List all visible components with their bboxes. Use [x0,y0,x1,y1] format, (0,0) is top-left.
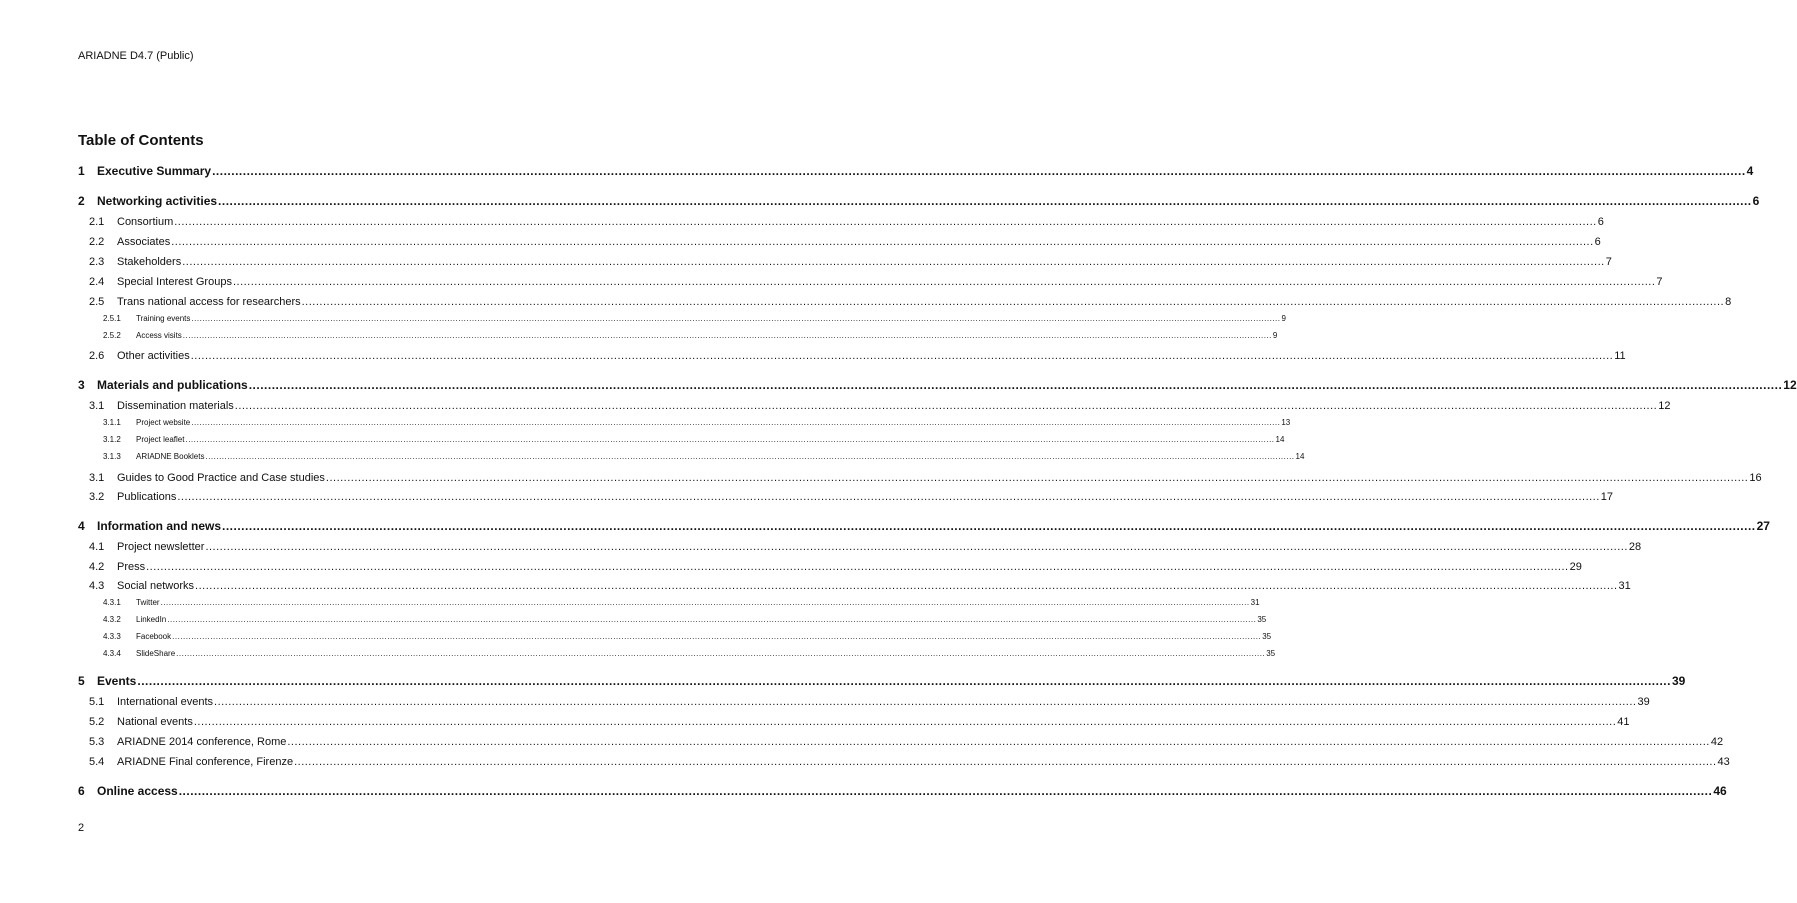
toc-entry-number: 2.5.1 [103,314,121,323]
toc-entry[interactable] [103,452,1305,461]
toc-entry-title: Other activities [117,350,190,362]
toc-leader-dots: ................................................................................................................................................................................................................................................................................................................................................................................................................ [191,314,1281,323]
toc-entry[interactable] [89,216,1604,228]
toc-entry-page: 7 [1605,256,1612,268]
toc-entry[interactable] [78,378,1797,392]
toc-entry-page: 6 [1594,236,1601,248]
toc-entry[interactable] [89,541,1642,553]
toc-leader-dots: ................................................................................................................................................................................................................................................................................................................................................................................................................ [218,194,1752,208]
toc-entry-number: 3.1 [89,400,105,412]
toc-entry[interactable] [89,580,1631,592]
toc-entry-number: 2.4 [89,276,105,288]
toc-entry-title: Information and news [97,519,222,533]
toc-entry[interactable] [89,716,1630,728]
toc-entry-page: 35 [1262,632,1272,641]
toc-entry-number: 4.3.2 [103,615,121,624]
toc-entry-title: Project leaflet [136,435,185,444]
toc-entry-title: National events [117,716,193,728]
toc-leader-dots: ................................................................................................................................................................................................................................................................................................................................................................................................................ [137,674,1671,688]
toc-entry-number: 4.3 [89,580,105,592]
toc-entry-title: Networking activities [97,194,218,208]
toc-leader-dots: ................................................................................................................................................................................................................................................................................................................................................................................................................ [287,736,1710,748]
toc-entry-title: Access visits [136,331,182,340]
toc-entry[interactable] [103,418,1291,427]
toc-entry-page: 16 [1749,472,1762,484]
toc-entry[interactable] [103,435,1285,444]
toc-entry[interactable] [89,491,1614,503]
toc-entry[interactable] [103,632,1272,641]
toc-entry-page: 31 [1618,580,1631,592]
toc-entry-page: 12 [1658,400,1671,412]
toc-entry-title: Materials and publications [97,378,248,392]
toc-entry-title: Twitter [136,598,160,607]
toc-leader-dots: ................................................................................................................................................................................................................................................................................................................................................................................................................ [191,418,1281,427]
toc-entry-title: Social networks [117,580,195,592]
toc-leader-dots: ................................................................................................................................................................................................................................................................................................................................................................................................................ [294,756,1717,768]
toc-leader-dots: ................................................................................................................................................................................................................................................................................................................................................................................................................ [205,452,1295,461]
toc-entry-page: 11 [1614,350,1626,362]
toc-leader-dots: ................................................................................................................................................................................................................................................................................................................................................................................................................ [195,580,1618,592]
toc-entry[interactable] [89,736,1724,748]
toc-entry-number: 3 [78,378,85,392]
toc-entry-number: 3.1.2 [103,435,121,444]
toc-leader-dots: ................................................................................................................................................................................................................................................................................................................................................................................................................ [182,256,1605,268]
toc-entry-page: 46 [1713,784,1727,798]
toc-leader-dots: ................................................................................................................................................................................................................................................................................................................................................................................................................ [185,435,1275,444]
toc-entry-title: International events [117,696,214,708]
toc-leader-dots: ................................................................................................................................................................................................................................................................................................................................................................................................................ [214,696,1637,708]
toc-entry-page: 42 [1710,736,1724,748]
toc-entry-page: 41 [1617,716,1630,728]
toc-entry-number: 4.3.3 [103,632,121,641]
toc-entry-title: Online access [97,784,178,798]
toc-entry-title: Training events [136,314,191,323]
toc-leader-dots: ................................................................................................................................................................................................................................................................................................................................................................................................................ [301,296,1725,308]
toc-leader-dots: ................................................................................................................................................................................................................................................................................................................................................................................................................ [193,716,1617,728]
toc-entry-page: 12 [1783,378,1797,392]
toc-entry-page: 31 [1250,598,1260,607]
toc-entry-number: 2.1 [89,216,105,228]
toc-entry-number: 5.2 [89,716,105,728]
toc-leader-dots: ................................................................................................................................................................................................................................................................................................................................................................................................................ [222,519,1756,533]
toc-entry[interactable] [89,400,1671,412]
toc-entry-page: 13 [1281,418,1291,427]
toc-entry-page: 14 [1275,435,1285,444]
toc-leader-dots: ................................................................................................................................................................................................................................................................................................................................................................................................................ [212,164,1746,178]
toc-entry-page: 9 [1272,331,1278,340]
toc-entry[interactable] [89,256,1612,268]
toc-leader-dots: ................................................................................................................................................................................................................................................................................................................................................................................................................ [174,216,1597,228]
toc-entry-page: 28 [1628,541,1642,553]
toc-leader-dots: ................................................................................................................................................................................................................................................................................................................................................................................................................ [160,598,1250,607]
toc-entry[interactable] [103,615,1267,624]
toc-entry-page: 14 [1295,452,1305,461]
toc-entry-title: Stakeholders [117,256,182,268]
toc-entry-title: Dissemination materials [117,400,234,412]
toc-leader-dots: ................................................................................................................................................................................................................................................................................................................................................................................................................ [248,378,1783,392]
toc-entry-title: Consortium [117,216,174,228]
toc-entry[interactable] [89,276,1663,288]
toc-entry-page: 39 [1637,696,1650,708]
toc-leader-dots: ................................................................................................................................................................................................................................................................................................................................................................................................................ [232,276,1656,288]
toc-entry-number: 2.6 [89,350,105,362]
toc-entry-title: Associates [117,236,171,248]
toc-entry[interactable] [78,164,1754,178]
toc-entry[interactable] [89,756,1730,768]
toc-entry-page: 27 [1756,519,1770,533]
toc-entry[interactable] [78,784,1727,798]
toc-entry-number: 2.2 [89,236,105,248]
toc-entry-title: Publications [117,491,177,503]
toc-entry-number: 3.2 [89,491,105,503]
toc-entry[interactable] [89,236,1601,248]
toc-entry-title: SlideShare [136,649,176,658]
toc-entry[interactable] [103,649,1276,658]
toc-entry-page: 7 [1656,276,1663,288]
toc-entry-page: 29 [1569,561,1582,573]
toc-leader-dots: ................................................................................................................................................................................................................................................................................................................................................................................................................ [178,784,1713,798]
toc-entry-number: 6 [78,784,85,798]
toc-entry-page: 8 [1725,296,1732,308]
toc-leader-dots: ................................................................................................................................................................................................................................................................................................................................................................................................................ [325,472,1749,484]
toc-entry[interactable] [103,331,1278,340]
toc-entry-number: 5.3 [89,736,105,748]
toc-entry[interactable] [78,194,1760,208]
toc-entry[interactable] [89,472,1762,484]
toc-leader-dots: ................................................................................................................................................................................................................................................................................................................................................................................................................ [182,331,1272,340]
toc-entry[interactable] [103,314,1286,323]
toc-entry-page: 6 [1752,194,1760,208]
toc-entry[interactable] [103,598,1260,607]
toc-entry-number: 2.5 [89,296,105,308]
toc-leader-dots: ................................................................................................................................................................................................................................................................................................................................................................................................................ [205,541,1628,553]
toc-entry[interactable] [78,674,1686,688]
toc-entry-page: 35 [1266,649,1276,658]
toc-entry-title: Project newsletter [117,541,205,553]
toc-entry-number: 4.3.4 [103,649,121,658]
toc-entry-number: 2.3 [89,256,105,268]
toc-title: Table of Contents [78,132,204,149]
toc-entry-number: 5 [78,674,85,688]
toc-entry-number: 5.4 [89,756,105,768]
toc-entry[interactable] [89,696,1650,708]
toc-leader-dots: ................................................................................................................................................................................................................................................................................................................................................................................................................ [234,400,1658,412]
toc-entry-number: 2 [78,194,85,208]
toc-entry-page: 17 [1600,491,1614,503]
toc-leader-dots: ................................................................................................................................................................................................................................................................................................................................................................................................................ [177,491,1600,503]
toc-entry-page: 43 [1717,756,1730,768]
toc-leader-dots: ................................................................................................................................................................................................................................................................................................................................................................................................................ [171,236,1594,248]
toc-entry-title: Trans national access for researchers [117,296,301,308]
toc-entry-title: Project website [136,418,191,427]
toc-entry-title: Executive Summary [97,164,212,178]
toc-entry-number: 3.1.3 [103,452,121,461]
toc-entry-title: LinkedIn [136,615,167,624]
document-header: ARIADNE D4.7 (Public) [78,50,194,62]
toc-entry-page: 35 [1257,615,1267,624]
toc-entry-number: 1 [78,164,85,178]
toc-entry-page: 9 [1281,314,1286,323]
toc-entry[interactable] [89,561,1582,573]
toc-entry-number: 5.1 [89,696,105,708]
toc-entry-number: 2.5.2 [103,331,121,340]
toc-entry-title: Press [117,561,146,573]
toc-leader-dots: ................................................................................................................................................................................................................................................................................................................................................................................................................ [172,632,1262,641]
toc-entry-title: Special Interest Groups [117,276,232,288]
toc-entry-title: Facebook [136,632,172,641]
toc-entry-page: 4 [1746,164,1754,178]
toc-entry[interactable] [89,296,1732,308]
toc-entry-page: 6 [1597,216,1604,228]
toc-entry-number: 4 [78,519,85,533]
toc-leader-dots: ................................................................................................................................................................................................................................................................................................................................................................................................................ [167,615,1257,624]
toc-entry-number: 4.3.1 [103,598,121,607]
toc-entry-number: 4.1 [89,541,105,553]
toc-entry-page: 39 [1671,674,1686,688]
toc-entry-title: ARIADNE 2014 conference, Rome [117,736,287,748]
toc-entry[interactable] [89,350,1626,362]
toc-leader-dots: ................................................................................................................................................................................................................................................................................................................................................................................................................ [146,561,1569,573]
toc-entry-number: 3.1.1 [103,418,121,427]
toc-leader-dots: ................................................................................................................................................................................................................................................................................................................................................................................................................ [190,350,1614,362]
page-number: 2 [78,822,85,834]
toc-entry-title: ARIADNE Final conference, Firenze [117,756,294,768]
toc-leader-dots: ................................................................................................................................................................................................................................................................................................................................................................................................................ [176,649,1266,658]
toc-entry[interactable] [78,519,1770,533]
toc-entry-title: Events [97,674,137,688]
toc-entry-number: 4.2 [89,561,105,573]
toc-entry-title: ARIADNE Booklets [136,452,205,461]
toc-entry-number: 3.1 [89,472,105,484]
toc-entry-title: Guides to Good Practice and Case studies [117,472,325,484]
